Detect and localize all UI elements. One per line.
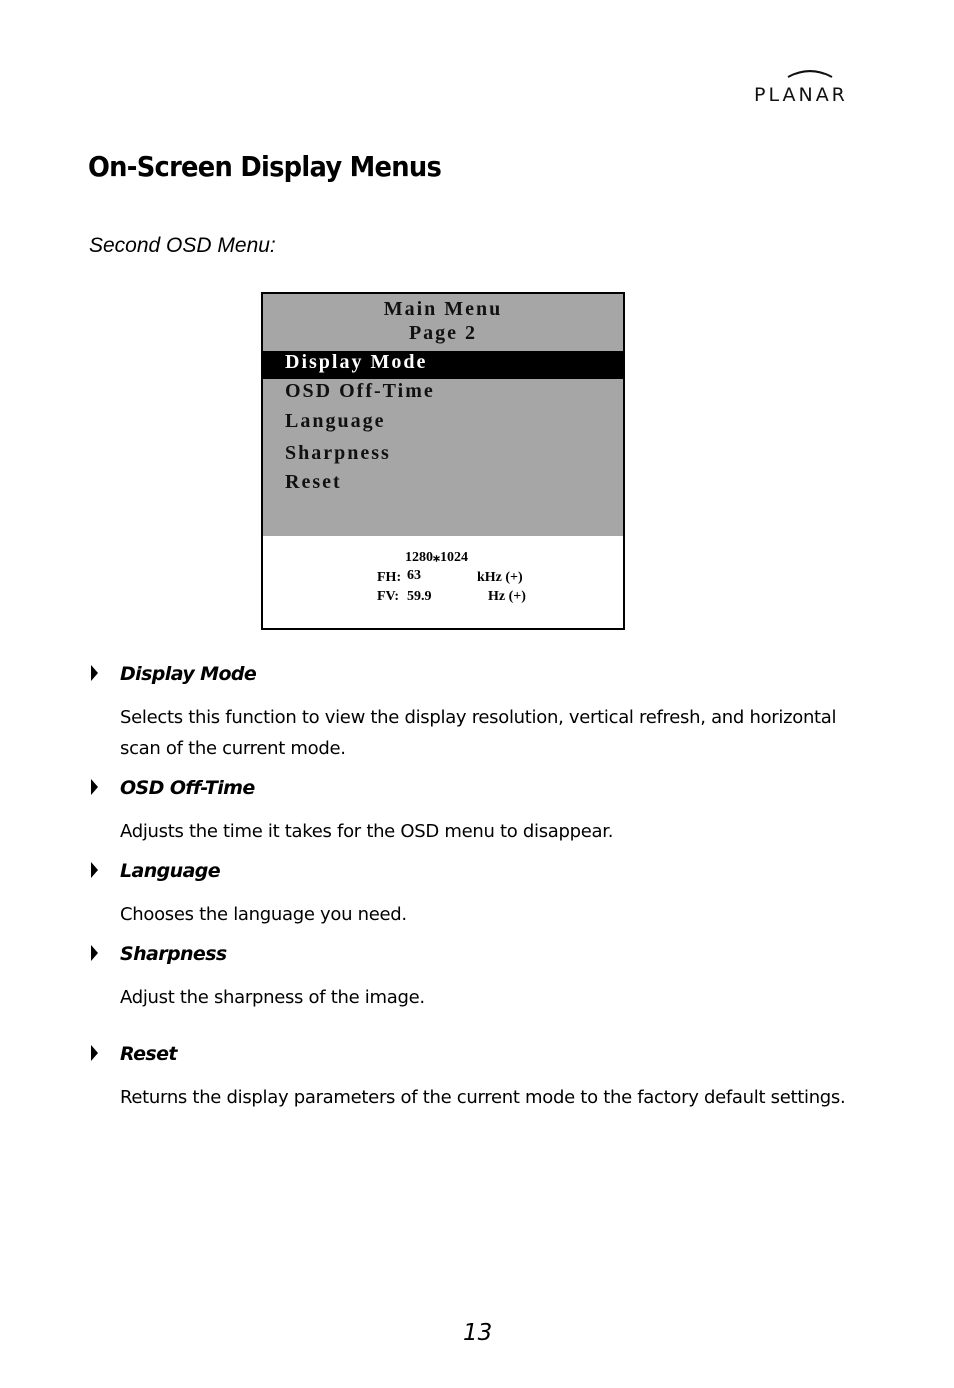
item-text: Adjust the sharpness of the image. — [120, 987, 425, 1008]
osd-item-label: Language — [285, 410, 386, 432]
planar-logo — [752, 64, 868, 108]
osd-item-label: Reset — [285, 471, 342, 493]
osd-fv-label: FV: — [377, 589, 400, 604]
triangle-bullet-icon — [91, 665, 98, 681]
item-text: Chooses the language you need. — [120, 904, 407, 925]
section-subtitle: Second OSD Menu: — [89, 234, 276, 257]
triangle-bullet-icon — [91, 945, 98, 961]
item-text: Adjusts the time it takes for the OSD menu to disappear. — [120, 821, 614, 842]
osd-fh-label: FH: — [377, 570, 402, 585]
osd-item-language[interactable] — [263, 410, 623, 438]
triangle-bullet-icon — [91, 862, 98, 878]
osd-fv-unit: Hz (+) — [488, 589, 526, 604]
page-title: On-Screen Display Menus — [88, 150, 442, 183]
osd-item-sharpness[interactable] — [263, 442, 623, 470]
osd-item-display-mode[interactable] — [263, 351, 623, 379]
osd-fh-value: 63 — [407, 568, 421, 583]
logo-text: PLANAR — [754, 84, 848, 106]
item-heading: OSD Off-Time — [120, 777, 255, 799]
planar-arc-icon — [786, 64, 834, 80]
osd-menu-title: Main Menu — [383, 298, 503, 320]
osd-menu-panel — [263, 294, 623, 536]
osd-menu-figure — [261, 292, 625, 630]
osd-fv-value: 59.9 — [407, 589, 432, 604]
triangle-bullet-icon — [91, 1045, 98, 1061]
item-heading: Display Mode — [120, 663, 257, 685]
osd-menu-page: Page 2 — [408, 322, 478, 344]
osd-resolution: 1280⁎1024 — [405, 550, 468, 565]
osd-item-osd-off-time[interactable] — [263, 380, 623, 408]
osd-fh-unit: kHz (+) — [477, 570, 523, 585]
item-text: Returns the display parameters of the current mode to the factory default settings. — [120, 1087, 846, 1108]
item-heading: Reset — [120, 1043, 177, 1065]
triangle-bullet-icon — [91, 779, 98, 795]
item-heading: Sharpness — [120, 943, 227, 965]
osd-item-reset[interactable] — [263, 471, 623, 499]
osd-item-label: Display Mode — [285, 351, 428, 373]
item-text: Selects this function to view the display resolution, vertical refresh, and horizontal scan of the current mode. — [120, 707, 837, 759]
osd-item-label: OSD Off-Time — [285, 380, 435, 402]
item-heading: Language — [120, 860, 221, 882]
osd-item-label: Sharpness — [285, 442, 391, 464]
page-number: 13 — [463, 1320, 493, 1346]
